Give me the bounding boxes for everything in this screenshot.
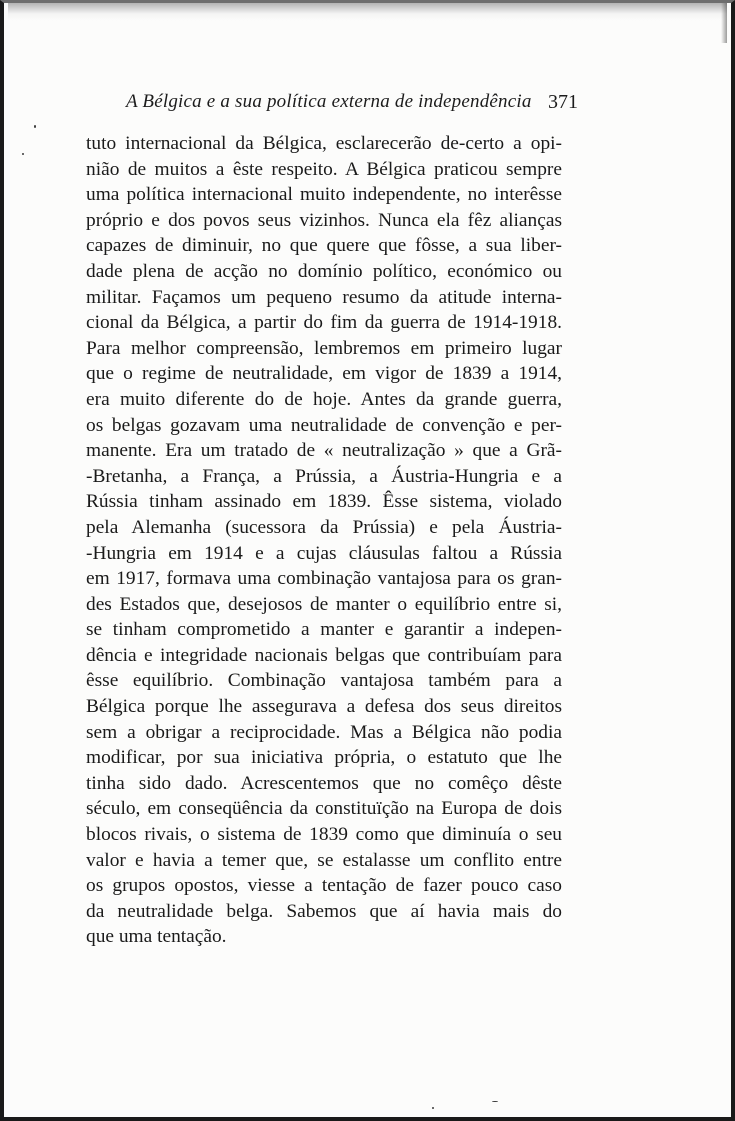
text-line: século, em conseqüência da constituïção na Europa de dois — [86, 798, 562, 820]
scan-speck — [22, 153, 24, 155]
text-line: êsse equilíbrio. Combinação vantajosa também para a — [86, 670, 562, 692]
text-line: dade plena de acção no domínio político, económico ou — [86, 260, 562, 282]
body-text — [86, 131, 562, 950]
text-line: os grupos opostos, viesse a tentação de fazer pouco caso — [86, 875, 562, 897]
text-line: próprio e dos povos seus vizinhos. Nunca ela fêz alianças — [86, 209, 562, 231]
text-line: tinha sido dado. Acrescentemos que no comêço dêste — [86, 772, 562, 794]
text-line: tuto internacional da Bélgica, esclarecerão de-certo a opi- — [86, 133, 562, 154]
scan-edge-shadow — [721, 3, 727, 43]
text-line: pela Alemanha (sucessora da Prússia) e pela Áustria- — [86, 516, 562, 538]
text-line: em 1917, formava uma combinação vantajosa para os gran- — [86, 568, 562, 590]
scan-speck — [492, 1101, 498, 1102]
text-line: Rússia tinham assinado em 1839. Êsse sistema, violado — [86, 491, 562, 513]
text-line: capazes de diminuir, no que quere que fôsse, a sua liber- — [86, 235, 562, 257]
text-line: da neutralidade belga. Sabemos que aí havia mais do — [86, 900, 562, 922]
text-line: dência e integridade nacionais belgas que contribuíam para — [86, 644, 562, 666]
text-line: blocos rivais, o sistema de 1839 como que diminuía o seu — [86, 824, 562, 846]
text-line: manente. Era um tratado de « neutralização » que a Grã- — [86, 440, 562, 462]
text-line: nião de muitos a êste respeito. A Bélgica praticou sempre — [86, 158, 562, 180]
text-line-last: que uma tentação. — [86, 926, 227, 948]
page-number: 371 — [548, 91, 578, 113]
scan-top-shadow — [8, 3, 727, 21]
text-line: militar. Façamos um pequeno resumo da atitude interna- — [86, 286, 562, 308]
text-line: -Bretanha, a França, a Prússia, a Áustria-Hungria e a — [86, 465, 562, 487]
text-line: era muito diferente do de hoje. Antes da grande guerra, — [86, 388, 562, 410]
text-line: Para melhor compreensão, lembremos em primeiro lugar — [86, 337, 562, 359]
text-line: valor e havia a temer que, se estalasse um conflito entre — [86, 849, 562, 871]
text-line: sem a obrigar a reciprocidade. Mas a Bélgica não podia — [86, 721, 562, 743]
text-line: cional da Bélgica, a partir do fim da guerra de 1914-1918. — [86, 312, 562, 334]
running-title: A Bélgica e a sua política externa de independência — [126, 91, 532, 112]
text-line: os belgas gozavam uma neutralidade de convenção e per- — [86, 414, 562, 436]
scan-speck — [34, 125, 36, 128]
text-line: uma política internacional muito independente, no interêsse — [86, 184, 562, 206]
page-header — [86, 87, 578, 117]
text-line: des Estados que, desejosos de manter o equilíbrio entre si, — [86, 593, 562, 615]
text-line: se tinham comprometido a manter e garantir a indepen- — [86, 619, 562, 641]
text-line: que o regime de neutralidade, em vigor de 1839 a 1914, — [86, 363, 562, 385]
text-line: -Hungria em 1914 e a cujas cláusulas faltou a Rússia — [86, 542, 562, 564]
text-line: Bélgica porque lhe assegurava a defesa dos seus direitos — [86, 696, 562, 718]
scan-speck — [432, 1107, 434, 1109]
text-line: modificar, por sua iniciativa própria, o estatuto que lhe — [86, 747, 562, 769]
